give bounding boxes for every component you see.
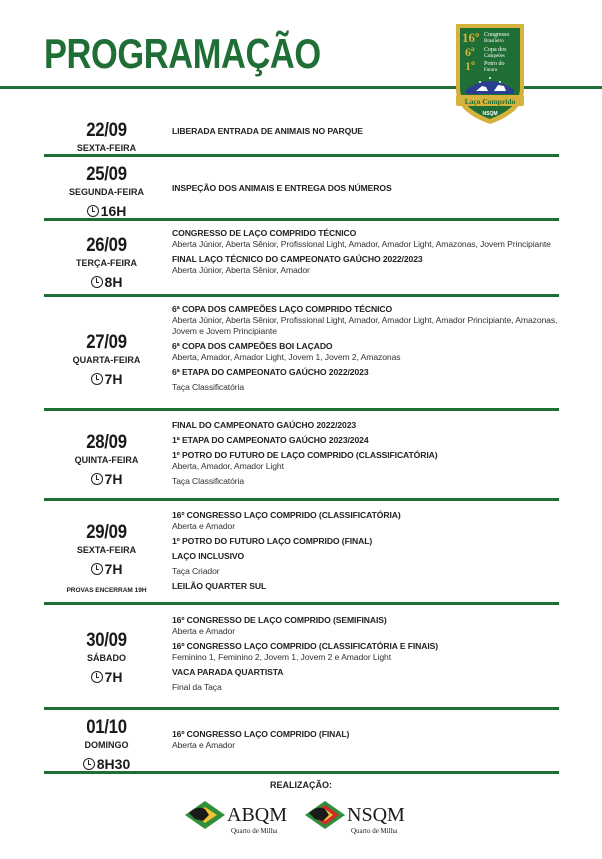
date-column	[44, 120, 169, 153]
event-item	[172, 450, 562, 472]
day-time	[44, 203, 169, 219]
footer-label: REALIZAÇÃO:	[270, 780, 332, 790]
day-weekday: SEXTA-FEIRA	[76, 143, 137, 153]
day-time	[44, 274, 169, 290]
event-item	[172, 536, 562, 547]
day-date: 28/09	[86, 432, 127, 453]
event-title: INSPEÇÃO DOS ANIMAIS E ENTREGA DOS NÚMEROS	[172, 183, 392, 193]
day-weekday: SEGUNDA-FEIRA	[68, 187, 144, 197]
day-time	[44, 471, 169, 487]
event-detail: Aberta e Amador	[172, 626, 235, 636]
day-block	[44, 605, 559, 710]
day-block	[44, 411, 559, 501]
event-detail: Aberta Júnior, Aberta Sênior, Profissional Light, Amador, Amador Light, Amador Principiante, Amazonas, Jovem e Jovem Principiante	[172, 315, 558, 336]
event-detail: Final da Taça	[172, 682, 222, 692]
svg-text:Quarto de Milha: Quarto de Milha	[351, 827, 398, 835]
day-block	[44, 501, 559, 605]
event-item	[172, 341, 562, 363]
event-item	[172, 615, 562, 637]
event-item	[172, 420, 562, 431]
event-detail: Aberta Júnior, Aberta Sênior, Amador	[172, 265, 310, 275]
day-block	[44, 157, 559, 221]
svg-text:Copa dos: Copa dos	[484, 47, 507, 53]
clock-icon	[87, 205, 99, 217]
day-weekday: DOMINGO	[84, 740, 129, 750]
clock-icon	[91, 276, 103, 288]
day-block	[44, 297, 559, 411]
day-weekday: SÁBADO	[86, 653, 126, 663]
day-time	[44, 561, 169, 577]
event-title: 6ª COPA DOS CAMPEÕES LAÇO COMPRIDO TÉCNICO	[172, 304, 393, 314]
clock-icon	[91, 671, 103, 683]
svg-text:6ª: 6ª	[465, 45, 475, 59]
nsqm-logo	[303, 793, 418, 837]
event-title: CONGRESSO DE LAÇO COMPRIDO TÉCNICO	[172, 228, 357, 238]
event-detail: Aberta e Amador	[172, 740, 235, 750]
abqm-logo	[183, 793, 293, 837]
date-column	[44, 522, 169, 594]
events-column	[172, 510, 562, 597]
svg-text:Futuro: Futuro	[484, 68, 498, 73]
event-detail: Aberta Júnior, Aberta Sênior, Profissional Light, Amador, Amador Light, Amazonas, Jovem Principiante	[172, 239, 551, 249]
svg-text:ABQM: ABQM	[227, 804, 288, 826]
svg-text:NSQM: NSQM	[482, 111, 498, 117]
day-note: PROVAS ENCERRAM 19H	[66, 587, 147, 594]
event-title: 16º CONGRESSO LAÇO COMPRIDO (CLASSIFICATÓRIA)	[172, 510, 401, 520]
event-item	[172, 581, 562, 592]
day-date: 30/09	[86, 630, 127, 651]
events-column	[172, 228, 562, 281]
event-title: 1º POTRO DO FUTURO DE LAÇO COMPRIDO (CLASSIFICATÓRIA)	[172, 450, 438, 460]
page-title: PROGRAMAÇÃO	[44, 30, 321, 77]
event-detail: Taça Classificatória	[172, 476, 245, 486]
event-item	[172, 304, 562, 337]
svg-text:Quarto de Milha: Quarto de Milha	[231, 827, 278, 835]
time-label: 8H30	[96, 756, 131, 772]
event-detail: Aberta, Amador, Amador Light, Jovem 1, Jovem 2, Amazonas	[172, 352, 401, 362]
clock-icon	[91, 563, 103, 575]
event-item	[172, 367, 562, 378]
event-item	[172, 126, 562, 137]
day-date: 01/10	[86, 717, 127, 738]
event-title: 16º CONGRESSO DE LAÇO COMPRIDO (SEMIFINAIS)	[172, 615, 387, 625]
day-date: 27/09	[86, 332, 127, 353]
events-column	[172, 183, 562, 199]
event-detail: Taça Criador	[172, 566, 220, 576]
clock-icon	[91, 473, 103, 485]
event-item	[172, 183, 562, 194]
day-date: 25/09	[86, 164, 127, 185]
event-item	[172, 566, 562, 577]
day-date: 22/09	[86, 120, 127, 141]
svg-text:Brasileiro: Brasileiro	[484, 39, 504, 44]
event-title: VACA PARADA QUARTISTA	[172, 667, 284, 677]
event-detail: Aberta, Amador, Amador Light	[172, 461, 284, 471]
svg-text:Potro do: Potro do	[484, 61, 505, 67]
time-label: 7H	[104, 669, 123, 685]
event-item	[172, 667, 562, 678]
day-block	[44, 112, 559, 157]
time-label: 7H	[104, 561, 123, 577]
day-time	[44, 756, 169, 772]
day-time	[44, 669, 169, 685]
day-date: 26/09	[86, 235, 127, 256]
date-column	[44, 432, 169, 487]
event-detail: Taça Classificatória	[172, 382, 245, 392]
event-item	[172, 641, 562, 663]
svg-text:16º: 16º	[462, 30, 480, 45]
date-column	[44, 235, 169, 290]
event-item	[172, 435, 562, 446]
clock-icon	[91, 373, 103, 385]
day-weekday: QUINTA-FEIRA	[74, 455, 139, 465]
event-badge-icon	[452, 20, 528, 126]
date-column	[44, 332, 169, 387]
event-title: 6ª ETAPA DO CAMPEONATO GAÚCHO 2022/2023	[172, 367, 369, 377]
date-column	[44, 164, 169, 219]
event-title: 1º POTRO DO FUTURO LAÇO COMPRIDO (FINAL)	[172, 536, 373, 546]
event-item	[172, 382, 562, 393]
events-column	[172, 304, 562, 398]
svg-text:1º: 1º	[465, 59, 475, 73]
date-column	[44, 717, 169, 772]
svg-text:NSQM: NSQM	[347, 804, 405, 826]
day-time	[44, 371, 169, 387]
event-detail: Aberta e Amador	[172, 521, 235, 531]
event-item	[172, 682, 562, 693]
events-column	[172, 615, 562, 698]
event-item	[172, 254, 562, 276]
event-item	[172, 510, 562, 532]
event-title: 6ª COPA DOS CAMPEÕES BOI LAÇADO	[172, 341, 333, 351]
time-label: 7H	[104, 371, 123, 387]
day-weekday: SEXTA-FEIRA	[76, 545, 137, 555]
event-item	[172, 729, 562, 751]
event-title: LIBERADA ENTRADA DE ANIMAIS NO PARQUE	[172, 126, 363, 136]
event-title: LAÇO INCLUSIVO	[172, 551, 245, 561]
event-item	[172, 476, 562, 487]
events-column	[172, 126, 562, 142]
event-item	[172, 228, 562, 250]
event-title: FINAL LAÇO TÉCNICO DO CAMPEONATO GAÚCHO 2022/2023	[172, 254, 423, 264]
abqm-logo-icon	[183, 793, 293, 837]
date-column	[44, 630, 169, 685]
events-column	[172, 729, 562, 756]
clock-icon	[83, 758, 95, 770]
event-item	[172, 551, 562, 562]
event-detail: Feminino 1, Feminino 2, Jovem 1, Jovem 2 e Amador Light	[172, 652, 391, 662]
events-column	[172, 420, 562, 492]
time-label: 16H	[100, 203, 127, 219]
day-block	[44, 710, 559, 774]
day-block	[44, 221, 559, 297]
day-weekday: TERÇA-FEIRA	[76, 258, 137, 268]
time-label: 8H	[104, 274, 123, 290]
svg-text:Congresso: Congresso	[484, 32, 510, 38]
event-title: 16º CONGRESSO LAÇO COMPRIDO (CLASSIFICATÓRIA E FINAIS)	[172, 641, 439, 651]
event-title: FINAL DO CAMPEONATO GAÚCHO 2022/2023	[172, 420, 357, 430]
day-weekday: QUARTA-FEIRA	[72, 355, 141, 365]
event-title: 16º CONGRESSO LAÇO COMPRIDO (FINAL)	[172, 729, 350, 739]
event-title: LEILÃO QUARTER SUL	[172, 581, 267, 591]
svg-text:Laço Comprido: Laço Comprido	[464, 97, 516, 106]
nsqm-logo-icon	[303, 793, 418, 837]
event-title: 1ª ETAPA DO CAMPEONATO GAÚCHO 2023/2024	[172, 435, 369, 445]
event-badge	[452, 20, 528, 126]
time-label: 7H	[104, 471, 123, 487]
svg-text:Campeões: Campeões	[484, 54, 505, 59]
day-date: 29/09	[86, 522, 127, 543]
